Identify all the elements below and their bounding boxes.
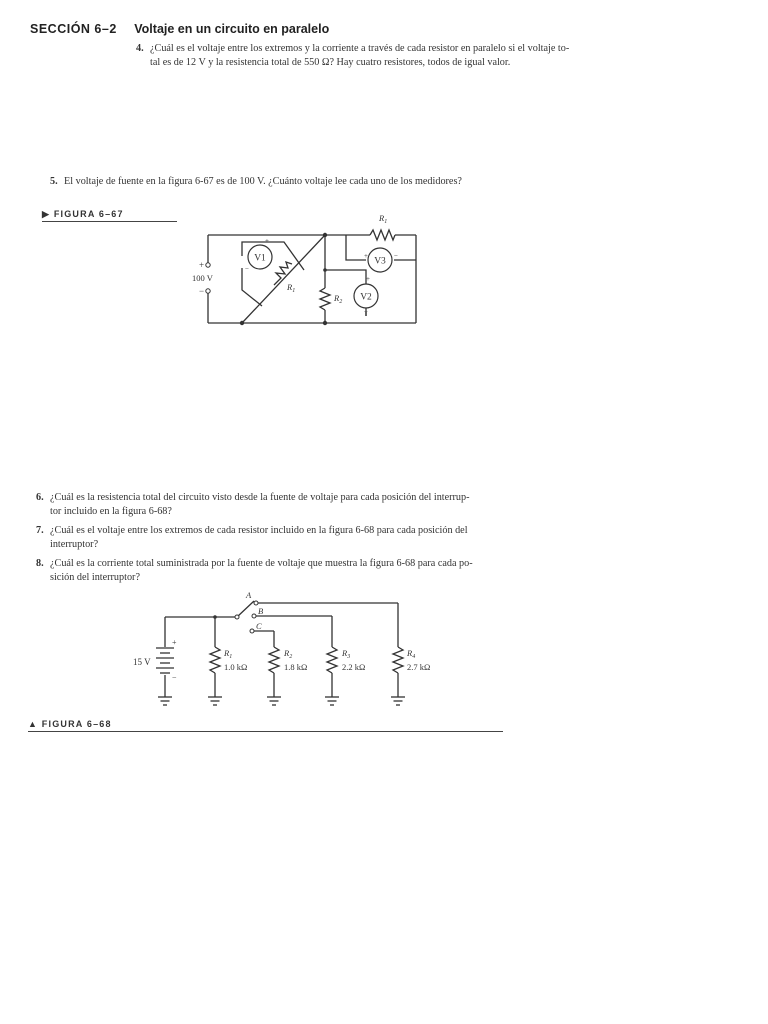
section-heading: [30, 22, 329, 36]
question-text-line: ¿Cuál es la resistencia total del circuito visto desde la fuente de voltaje para cada posición del interrup-: [50, 492, 470, 503]
r2-label: $R_2$: [334, 293, 343, 305]
question-number: 5.: [50, 176, 58, 187]
battery-minus: −: [172, 673, 177, 682]
r2-value: 1.8 kΩ: [284, 662, 308, 672]
figure-6-67-rule: [42, 221, 177, 222]
figure-6-67-circuit: [180, 208, 430, 333]
meter-v2-label: V2: [360, 292, 372, 303]
question-4: [136, 42, 616, 69]
r1-label: $R_1$: [224, 648, 233, 660]
question-number: 6.: [36, 492, 44, 503]
question-text-line: ¿Cuál es el voltaje entre los extremos y la corriente a través de cada resistor en paralelo si el voltaje to-: [150, 43, 570, 54]
figure-6-68-rule: [28, 731, 503, 732]
question-text-line: interruptor?: [50, 538, 99, 550]
meter-polarity-plus: +: [265, 237, 269, 245]
r1-diag-label: $R_1$: [287, 282, 296, 294]
meter-polarity-plus: +: [366, 275, 370, 283]
switch-position-c: C: [256, 621, 262, 631]
source-voltage: 15 V: [133, 657, 151, 667]
r1-value: 1.0 kΩ: [224, 662, 248, 672]
figure-6-68-label: ▲ FIGURA 6–68: [28, 719, 112, 729]
switch-position-a: A: [246, 590, 252, 600]
meter-polarity-minus: −: [245, 265, 249, 273]
r3-value: 2.2 kΩ: [342, 662, 366, 672]
question-text-line: sición del interruptor?: [50, 571, 140, 583]
question-7: [36, 524, 526, 551]
question-6: [36, 491, 526, 518]
question-5: [50, 175, 530, 189]
question-text-line: El voltaje de fuente en la figura 6-67 es de 100 V. ¿Cuánto voltaje lee cada uno de los medidores?: [64, 176, 462, 187]
r4-label: $R_4$: [407, 648, 416, 660]
question-text-line: ¿Cuál es la corriente total suministrada por la fuente de voltaje que muestra la figura 6-68 para cada po-: [50, 558, 473, 569]
meter-polarity-plus: +: [364, 252, 368, 260]
source-voltage: 100 V: [192, 273, 213, 283]
question-number: 8.: [36, 558, 44, 569]
question-number: 4.: [136, 43, 144, 54]
polarity-minus: −: [199, 286, 205, 296]
figure-6-67-label: ▶ FIGURA 6–67: [42, 209, 124, 219]
polarity-plus: +: [199, 260, 205, 270]
question-number: 7.: [36, 525, 44, 536]
battery-plus: +: [172, 638, 177, 647]
meter-v1-label: V1: [254, 253, 266, 264]
switch-position-b: B: [258, 606, 264, 616]
section-number: SECCIÓN 6–2: [30, 22, 117, 36]
section-title: Voltaje en un circuito en paralelo: [134, 22, 330, 36]
question-8: [36, 557, 526, 584]
r1-top-label: $R_1$: [379, 213, 388, 225]
r2-label: $R_2$: [284, 648, 293, 660]
meter-v3-label: V3: [374, 256, 386, 267]
question-text-line: ¿Cuál es el voltaje entre los extremos de cada resistor incluido en la figura 6-68 para cada posición del: [50, 525, 468, 536]
meter-polarity-minus: −: [394, 252, 398, 260]
r4-value: 2.7 kΩ: [407, 662, 431, 672]
question-text-line: tal es de 12 V y la resistencia total de 550 Ω? Hay cuatro resistores, todos de igual valor.: [150, 56, 511, 68]
figure-6-68-circuit: [120, 585, 450, 717]
question-text-line: tor incluido en la figura 6-68?: [50, 505, 172, 517]
meter-polarity-minus: −: [364, 308, 368, 316]
r3-label: $R_3$: [342, 648, 351, 660]
